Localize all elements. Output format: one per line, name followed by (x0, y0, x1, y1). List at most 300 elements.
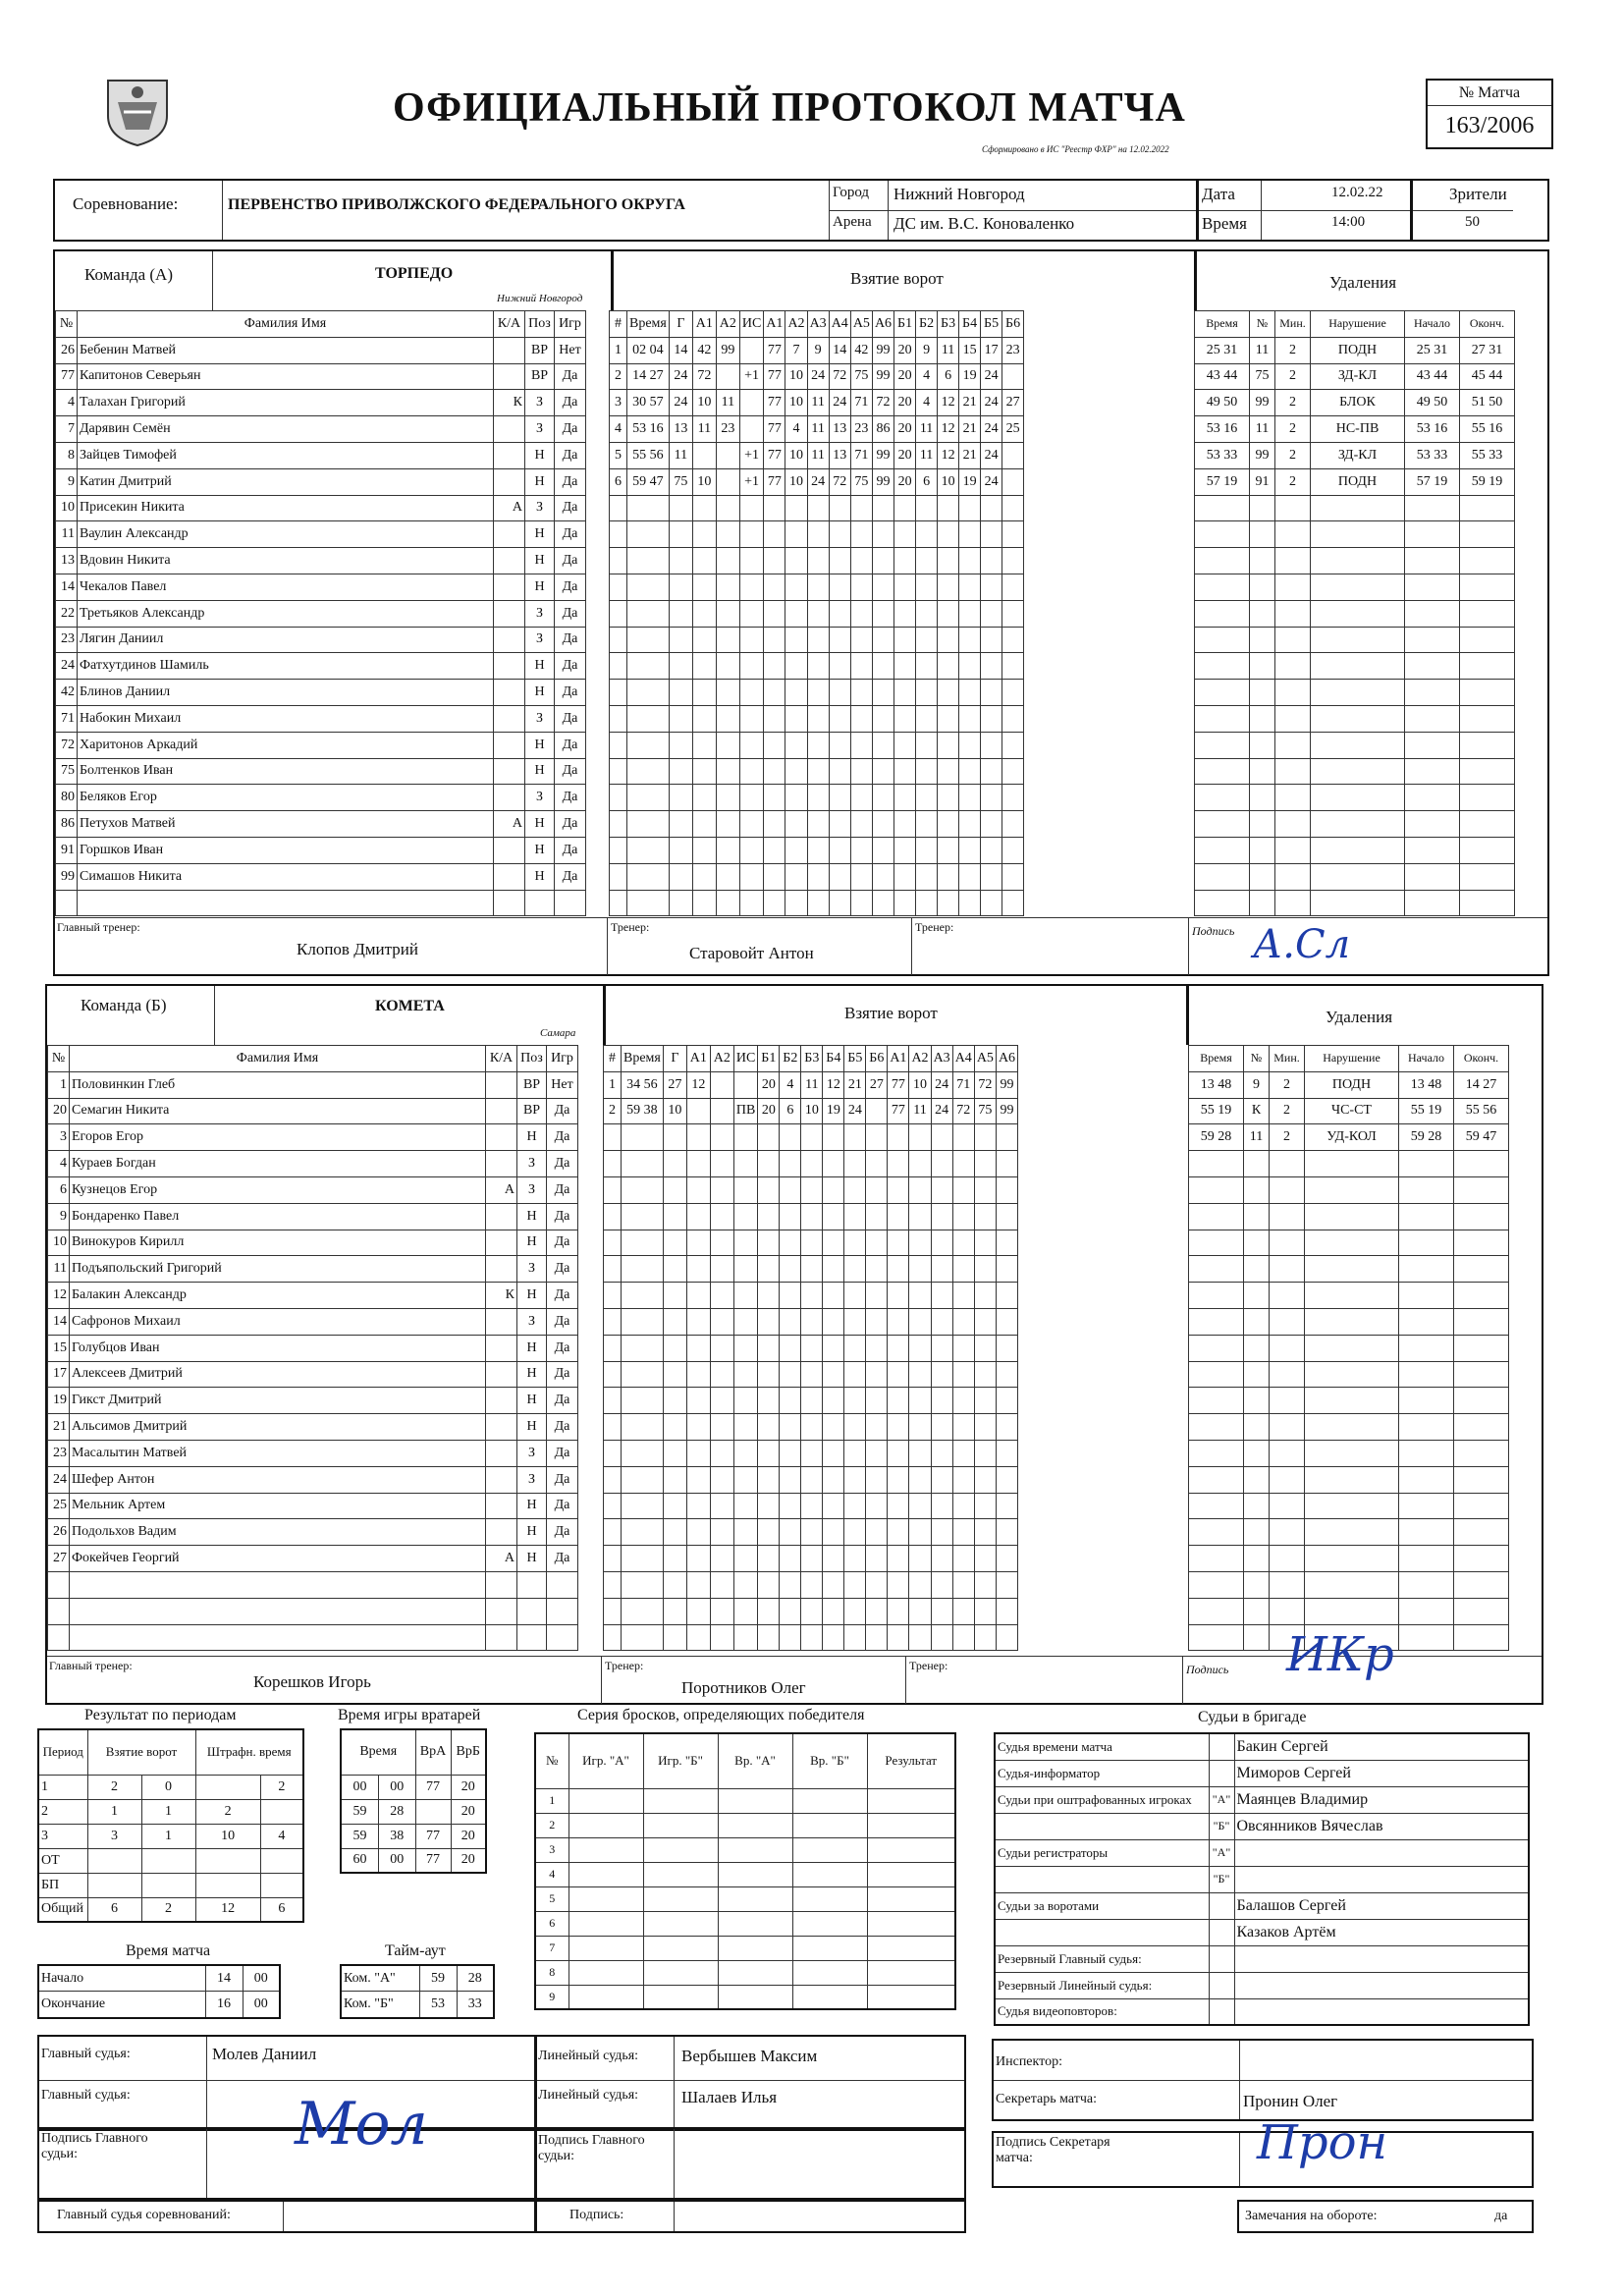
team-b-coach2-label: Тренер: (909, 1659, 948, 1672)
penalty-cell (1405, 495, 1460, 521)
goal-cell: 72 (692, 363, 716, 390)
player-played: Да (547, 1493, 578, 1519)
goal-cell (909, 1176, 931, 1203)
goal-cell (996, 1256, 1017, 1283)
penalty-cell (1244, 1466, 1270, 1493)
goal-col-header: А2 (710, 1046, 733, 1072)
goal-cell (780, 1546, 801, 1572)
pen-col-header: Время (1195, 311, 1250, 338)
player-played: Да (547, 1335, 578, 1361)
shootout-cell (792, 1837, 867, 1862)
goal-cell (909, 1230, 931, 1256)
penalty-cell (1405, 680, 1460, 706)
goal-cell: 14 (669, 337, 692, 363)
goal-cell (823, 1335, 844, 1361)
goal-cell (823, 1519, 844, 1546)
goal-cell (739, 785, 763, 811)
penalty-cell (1250, 811, 1275, 838)
pen-col-header: № (1250, 311, 1275, 338)
ref-role: Судья-информатор (995, 1760, 1209, 1786)
goal-cell (801, 1283, 823, 1309)
goal-cell (716, 837, 739, 863)
goal-cell (829, 785, 850, 811)
goal-cell (888, 1124, 909, 1151)
goal-cell (894, 758, 916, 785)
shootout-cell (867, 1862, 955, 1886)
goal-cell (686, 1098, 710, 1124)
goal-cell (1002, 705, 1024, 732)
penalty-row (1189, 1176, 1509, 1203)
goal-cell (780, 1151, 801, 1177)
penalty-player: 99 (1250, 390, 1275, 416)
ref-role: Судьи при оштрафованных игроках (995, 1786, 1209, 1813)
goal-cell (716, 705, 739, 732)
player-number: 10 (56, 495, 78, 521)
goal-cell (686, 1176, 710, 1203)
goal-cell (894, 627, 916, 653)
goal-cell (916, 837, 938, 863)
player-role (486, 1466, 517, 1493)
penalty-start: 25 31 (1405, 337, 1460, 363)
goal-cell (909, 1335, 931, 1361)
player-number: 9 (48, 1203, 70, 1230)
player-position (517, 1624, 547, 1651)
goal-cell (686, 1546, 710, 1572)
penalty-start: 53 33 (1405, 442, 1460, 468)
penalty-time: 13 48 (1189, 1071, 1244, 1098)
gk-cell: 38 (378, 1824, 415, 1848)
goal-cell (785, 863, 807, 890)
penalty-cell (1244, 1308, 1270, 1335)
player-played: Да (547, 1203, 578, 1230)
goal-cell (872, 837, 893, 863)
goal-cell (823, 1283, 844, 1309)
goal-cell (610, 548, 627, 574)
goal-row (610, 390, 1024, 416)
goal-cell (764, 758, 785, 785)
penalty-end: 27 31 (1460, 337, 1515, 363)
timeout-a-s: 28 (457, 1965, 494, 1992)
goal-row (604, 1440, 1018, 1466)
penalty-row (1189, 1546, 1509, 1572)
goal-cell (938, 785, 959, 811)
goal-cell: 20 (894, 363, 916, 390)
goal-cell (996, 1571, 1017, 1598)
penalty-cell (1305, 1388, 1399, 1414)
penalty-infraction: НС-ПВ (1311, 416, 1405, 443)
goal-cell (996, 1546, 1017, 1572)
goal-cell (739, 680, 763, 706)
onice-col-header: А2 (785, 311, 807, 338)
shootout-cell (867, 1911, 955, 1936)
goal-cell (807, 495, 829, 521)
penalty-player: 9 (1244, 1071, 1270, 1098)
shootout-cell (643, 1886, 718, 1911)
goal-cell (931, 1151, 952, 1177)
goal-cell (785, 811, 807, 838)
goal-cell (909, 1388, 931, 1414)
penalty-cell (1244, 1519, 1270, 1546)
penalty-infraction: ЧС-СТ (1305, 1098, 1399, 1124)
goal-cell: 24 (807, 468, 829, 495)
ref-name: Миморов Сергей (1234, 1760, 1529, 1786)
player-row (48, 1071, 578, 1098)
goal-cell (916, 600, 938, 627)
player-number: 6 (48, 1176, 70, 1203)
penalty-row (1189, 1308, 1509, 1335)
goal-col-header: Время (622, 1046, 664, 1072)
goal-cell (604, 1203, 622, 1230)
goal-cell (622, 1414, 664, 1441)
goal-cell (785, 574, 807, 600)
goal-cell (931, 1414, 952, 1441)
player-position: Н (517, 1361, 547, 1388)
shootout-row (535, 1862, 955, 1886)
goal-cell (733, 1598, 757, 1624)
goal-cell (733, 1624, 757, 1651)
goal-cell (663, 1519, 686, 1546)
penalty-row (1195, 705, 1515, 732)
goal-cell (669, 785, 692, 811)
goal-cell (716, 574, 739, 600)
goal-cell (981, 811, 1002, 838)
goal-row (604, 1466, 1018, 1493)
goal-row (604, 1283, 1018, 1309)
goal-row (604, 1071, 1018, 1098)
penalty-cell (1405, 705, 1460, 732)
goal-cell (823, 1361, 844, 1388)
goal-cell (1002, 442, 1024, 468)
player-role (486, 1071, 517, 1098)
goal-cell (916, 811, 938, 838)
penalty-end: 55 33 (1460, 442, 1515, 468)
penalty-time: 55 19 (1189, 1098, 1244, 1124)
player-row (48, 1571, 578, 1598)
team-a-goals (609, 310, 1024, 916)
goal-cell: 59 38 (622, 1098, 664, 1124)
goal-cell (807, 785, 829, 811)
penalty-cell (1460, 548, 1515, 574)
goal-cell (733, 1203, 757, 1230)
player-row (56, 495, 586, 521)
penalty-time: 49 50 (1195, 390, 1250, 416)
goal-cell (622, 1546, 664, 1572)
goal-cell (764, 653, 785, 680)
goal-cell (894, 811, 916, 838)
goal-cell (888, 1440, 909, 1466)
penalty-time: 53 16 (1195, 416, 1250, 443)
player-row (56, 758, 586, 785)
player-name: Гикст Дмитрий (70, 1388, 486, 1414)
ref-name: Балашов Сергей (1234, 1892, 1529, 1919)
goal-cell (952, 1388, 974, 1414)
player-position: Н (517, 1335, 547, 1361)
penalty-row (1189, 1283, 1509, 1309)
goal-cell (974, 1151, 996, 1177)
penalty-cell (1189, 1493, 1244, 1519)
goal-cell (758, 1203, 780, 1230)
player-number: 26 (48, 1519, 70, 1546)
penalty-cell (1454, 1466, 1509, 1493)
goal-cell (996, 1176, 1017, 1203)
ref-row (995, 1972, 1529, 1998)
goal-cell (888, 1519, 909, 1546)
goal-cell (974, 1308, 996, 1335)
player-role (486, 1308, 517, 1335)
goal-cell (807, 837, 829, 863)
goal-col-header: Время (627, 311, 670, 338)
goal-cell (981, 732, 1002, 758)
goal-cell (996, 1440, 1017, 1466)
goal-cell (931, 1598, 952, 1624)
goal-row (610, 416, 1024, 443)
goal-cell (663, 1571, 686, 1598)
penalty-cell (1399, 1598, 1454, 1624)
penalty-player: 91 (1250, 468, 1275, 495)
goal-cell: 77 (888, 1098, 909, 1124)
col-header-num: № (56, 311, 78, 338)
goal-row (604, 1308, 1018, 1335)
goal-cell (866, 1256, 888, 1283)
goal-cell (627, 863, 670, 890)
goal-cell (916, 863, 938, 890)
goal-cell (909, 1598, 931, 1624)
goal-cell (981, 758, 1002, 785)
goal-cell: 77 (764, 390, 785, 416)
onice-col-header: Б5 (844, 1046, 866, 1072)
goal-row (604, 1176, 1018, 1203)
shootout-cell (643, 1862, 718, 1886)
goal-cell (692, 705, 716, 732)
goal-cell (710, 1203, 733, 1230)
goal-cell (952, 1230, 974, 1256)
period-row (38, 1873, 303, 1897)
goal-cell: 4 (780, 1071, 801, 1098)
goal-cell (974, 1624, 996, 1651)
penalty-cell (1244, 1440, 1270, 1466)
shootout-cell (792, 1936, 867, 1960)
ref-name (1234, 1839, 1529, 1866)
goal-cell (780, 1466, 801, 1493)
player-row (48, 1519, 578, 1546)
penalty-row (1189, 1151, 1509, 1177)
goal-cell (823, 1308, 844, 1335)
shootout-row (535, 1813, 955, 1837)
period-cell (260, 1848, 303, 1873)
penalty-row (1189, 1256, 1509, 1283)
goal-cell (952, 1440, 974, 1466)
goal-cell (1002, 811, 1024, 838)
head-ref-sign-label: Подпись Главного судьи: (41, 2131, 148, 2161)
penalty-cell (1454, 1519, 1509, 1546)
player-role (494, 337, 525, 363)
penalty-cell (1270, 1519, 1305, 1546)
goal-cell (938, 732, 959, 758)
goal-cell (844, 1414, 866, 1441)
goal-cell (981, 890, 1002, 916)
penalty-cell (1399, 1571, 1454, 1598)
penalty-cell (1195, 837, 1250, 863)
player-played: Да (555, 442, 586, 468)
goal-cell: 21 (959, 416, 981, 443)
penalty-cell (1270, 1361, 1305, 1388)
player-name: Масалытин Матвей (70, 1440, 486, 1466)
player-position: З (517, 1466, 547, 1493)
pen-col-header: Оконч. (1454, 1046, 1509, 1072)
goal-row (604, 1571, 1018, 1598)
goal-cell (627, 732, 670, 758)
penalty-cell (1270, 1598, 1305, 1624)
shootout-cell (643, 1960, 718, 1985)
goal-cell (622, 1124, 664, 1151)
goal-cell (669, 627, 692, 653)
penalty-cell (1305, 1283, 1399, 1309)
goal-cell (610, 785, 627, 811)
goal-cell (1002, 837, 1024, 863)
ref-team (1209, 1733, 1234, 1760)
goal-cell (829, 521, 850, 548)
shootout-cell (718, 1911, 792, 1936)
penalty-row (1189, 1493, 1509, 1519)
penalty-cell (1244, 1414, 1270, 1441)
goal-cell: 3 (610, 390, 627, 416)
goal-cell (764, 705, 785, 732)
goal-cell (866, 1624, 888, 1651)
goal-cell (866, 1230, 888, 1256)
goal-cell (829, 627, 850, 653)
penalty-row (1195, 680, 1515, 706)
penalty-infraction: УД-КОЛ (1305, 1124, 1399, 1151)
period-row (38, 1775, 303, 1799)
goal-cell (823, 1230, 844, 1256)
goal-cell (710, 1598, 733, 1624)
goal-cell (938, 705, 959, 732)
goal-cell (710, 1256, 733, 1283)
goal-cell (758, 1151, 780, 1177)
goal-cell (909, 1124, 931, 1151)
penalty-cell (1454, 1493, 1509, 1519)
ref-row (995, 1813, 1529, 1839)
goal-cell (801, 1519, 823, 1546)
ref-role: Судья времени матча (995, 1733, 1209, 1760)
goal-cell (959, 521, 981, 548)
goal-row (604, 1203, 1018, 1230)
shootout-cell (568, 1813, 643, 1837)
goal-cell (888, 1308, 909, 1335)
player-played: Да (555, 758, 586, 785)
goal-cell (981, 600, 1002, 627)
penalty-row (1195, 416, 1515, 443)
shootout-cell (792, 1985, 867, 2009)
penalty-minutes: 2 (1275, 416, 1311, 443)
goal-cell (850, 495, 872, 521)
goal-cell (974, 1546, 996, 1572)
penalty-row (1189, 1124, 1509, 1151)
penalty-cell (1270, 1466, 1305, 1493)
penalty-cell (1399, 1546, 1454, 1572)
penalty-time: 53 33 (1195, 442, 1250, 468)
penalty-cell (1405, 890, 1460, 916)
goal-cell (909, 1546, 931, 1572)
shootout-cell (867, 1813, 955, 1837)
goal-cell (931, 1546, 952, 1572)
penalty-row (1195, 390, 1515, 416)
goal-cell: 11 (916, 416, 938, 443)
goal-cell: 19 (823, 1098, 844, 1124)
player-name: Подольхов Вадим (70, 1519, 486, 1546)
goal-cell (801, 1440, 823, 1466)
secretary-sign-box (992, 2115, 1534, 2188)
goal-cell (627, 627, 670, 653)
goal-cell (974, 1466, 996, 1493)
goal-cell (692, 627, 716, 653)
goal-cell: 24 (669, 363, 692, 390)
player-name: Фатхутдинов Шамиль (78, 653, 494, 680)
player-position: З (525, 416, 555, 443)
penalty-player: 11 (1250, 416, 1275, 443)
penalty-cell (1305, 1230, 1399, 1256)
penalty-cell (1454, 1283, 1509, 1309)
goal-row (604, 1335, 1018, 1361)
penalty-end: 59 19 (1460, 468, 1515, 495)
period-cell: 6 (260, 1897, 303, 1922)
goal-cell (627, 837, 670, 863)
goal-cell: 14 (829, 337, 850, 363)
goal-cell (686, 1414, 710, 1441)
player-name: Катин Дмитрий (78, 468, 494, 495)
goal-cell (622, 1624, 664, 1651)
head-ref-1: Молев Даниил (212, 2045, 317, 2063)
goal-cell (801, 1388, 823, 1414)
goal-cell (872, 495, 893, 521)
goal-cell (888, 1283, 909, 1309)
player-number (48, 1624, 70, 1651)
penalty-cell (1399, 1256, 1454, 1283)
team-a-coach2-label: Тренер: (915, 920, 954, 934)
player-name: Фокейчев Георгий (70, 1546, 486, 1572)
penalty-cell (1399, 1203, 1454, 1230)
goal-cell (716, 785, 739, 811)
goal-cell (952, 1176, 974, 1203)
goal-cell (850, 574, 872, 600)
goal-cell (604, 1598, 622, 1624)
goal-cell: 11 (692, 416, 716, 443)
player-row (48, 1230, 578, 1256)
goal-cell: 42 (692, 337, 716, 363)
player-played: Да (555, 680, 586, 706)
goal-cell (952, 1335, 974, 1361)
goal-cell (829, 890, 850, 916)
goal-cell (1002, 521, 1024, 548)
penalty-cell (1305, 1519, 1399, 1546)
goal-cell (622, 1256, 664, 1283)
goal-cell (733, 1151, 757, 1177)
goal-cell (758, 1519, 780, 1546)
player-position: ВР (517, 1071, 547, 1098)
timeout-table (340, 1964, 495, 2019)
goal-cell (604, 1388, 622, 1414)
goal-cell (850, 732, 872, 758)
shootout-cell (718, 1985, 792, 2009)
penalty-cell (1454, 1176, 1509, 1203)
period-cell: 12 (195, 1897, 260, 1922)
goal-cell (888, 1546, 909, 1572)
shootout-cell (643, 1911, 718, 1936)
goal-cell (938, 837, 959, 863)
shootout-cell (792, 1813, 867, 1837)
player-position: Н (525, 811, 555, 838)
player-name: Петухов Матвей (78, 811, 494, 838)
